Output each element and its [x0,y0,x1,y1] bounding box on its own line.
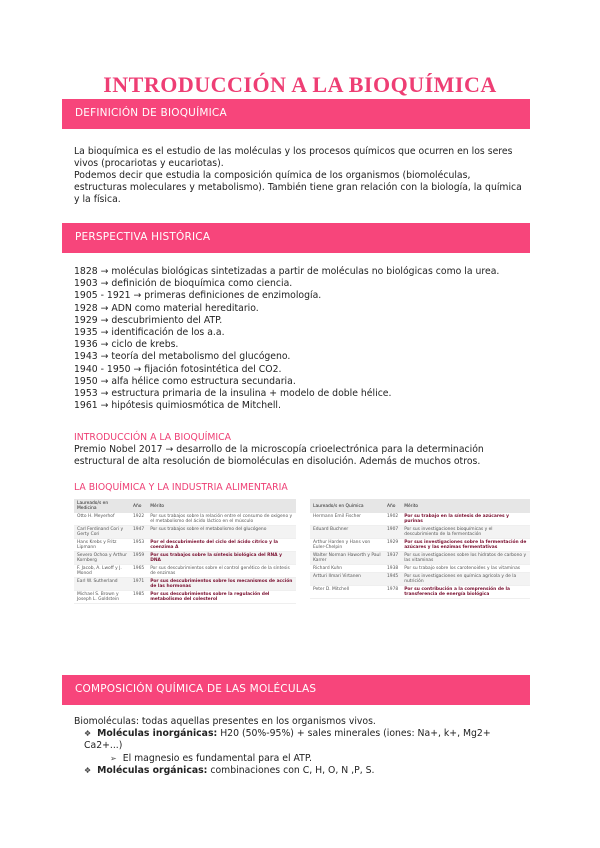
table-cell: Por sus investigaciones sobre la fermentación de azúcares y las enzimas fermentativas [401,539,530,552]
table-cell: Richard Kuhn [310,565,384,573]
diamond-bullet-icon: ❖ [84,729,92,739]
definicion-line: y la física. [74,194,121,205]
table-cell: Carl Ferdinand Cori y Gerty Cori [74,526,130,539]
table-cell: Por sus trabajos sobre la relación entre el consumo de oxígeno y el metabolismo del ácido láctico en el músculo [147,513,296,526]
nobel-paragraph [74,444,529,468]
table-header-cell: Año [384,499,401,513]
timeline-item: 1953 → estructura primaria de la insulina + modelo de doble hélice. [74,388,392,400]
table-row [74,552,296,565]
table-cell: Michael S. Brown y Joseph L. Goldstein [74,591,130,604]
list-item [74,765,529,777]
table-row [74,513,296,526]
list-item-label: Moléculas inorgánicas: [97,728,218,740]
table-cell: Por sus descubrimientos sobre la regulación del metabolismo del colesterol [147,591,296,604]
nobel-tables [74,499,530,659]
table-cell: 1985 [130,591,147,604]
table-cell: F. Jacob, A. Lwoff y J. Monod [74,565,130,578]
table-cell: Por el descubrimiento del ciclo del ácido cítrico y la coenzima A [147,539,296,552]
list-item [74,753,529,765]
table-header-row [74,499,296,513]
table-cell: 1959 [130,552,147,565]
timeline-item: 1961 → hipótesis quimiosmótica de Mitchell. [74,400,281,412]
table-cell: 1945 [384,573,401,586]
table-header-cell: Año [130,499,147,513]
table-row [310,586,530,599]
table-medicina [74,499,296,604]
timeline-item: 1929 → descubrimiento del ATP. [74,314,223,326]
list-item-text: H20 (50%-95%) + sales minerales (iones: Na+, k+, Mg2+ Ca2+...) [84,728,491,752]
timeline-item: 1903 → definición de bioquímica como ciencia. [74,278,293,290]
list-item-text: El magnesio es fundamental para el ATP. [122,752,312,764]
definicion-line: La bioquímica es el estudio de las moléculas y los procesos químicos que ocurren en los seres [74,146,513,157]
table-header-cell: Mérito [401,499,530,513]
table-cell: Por sus trabajos sobre la síntesis biológica del RNA y DNA [147,552,296,565]
table-cell: Artturi Ilmari Virtanen [310,573,384,586]
timeline-item: 1943 → teoría del metabolismo del glucógeno. [74,351,291,363]
list-item-text: combinaciones con C, H, O, N ,P, S. [210,764,375,776]
timeline-item: 1950 → alfa hélice como estructura secundaria. [74,375,296,387]
table-cell: 1938 [384,565,401,573]
table-header-cell: Mérito [147,499,296,513]
table-cell: 1965 [130,565,147,578]
table-row [310,565,530,573]
table-cell: Por su trabajo sobre los carotenoides y las vitaminas [401,565,530,573]
table-cell: 1902 [384,513,401,526]
table-cell: 1978 [384,586,401,599]
table-cell: Peter D. Mitchell [310,586,384,599]
section-header-perspectiva: PERSPECTIVA HISTÓRICA [62,223,530,253]
table-cell: Otto H. Meyerhof [74,513,130,526]
section-header-composicion: COMPOSICIÓN QUÍMICA DE LAS MOLÉCULAS [62,675,530,705]
definicion-line: estructuras moleculares y metabolismo). También tiene gran relación con la biología, la química [74,182,522,193]
timeline-item: 1940 - 1950 → fijación fotosintética del CO2. [74,363,282,375]
table-header-row [310,499,530,513]
list-item [74,728,529,752]
table-cell: Walter Norman Haworth y Paul Karrer [310,552,384,565]
table-cell: Por su trabajo en la síntesis de azúcares y purinas [401,513,530,526]
table-cell: 1922 [130,513,147,526]
table-quimica [310,499,530,599]
definicion-line: vivos (procariotas y eucariotas). [74,158,224,169]
timeline-item: 1936 → ciclo de krebs. [74,339,179,351]
table-cell: 1953 [130,539,147,552]
table-cell: Por sus investigaciones bioquímicas y el descubrimiento de la fermentación [401,526,530,539]
table-cell: Por sus investigaciones sobre los hidratos de carbono y las vitaminas [401,552,530,565]
table-cell: Eduard Buchner [310,526,384,539]
table-row [310,573,530,586]
list-item-label: Moléculas orgánicas: [97,764,208,776]
table-cell: Por su contribución a la comprensión de la transferencia de energía biológica [401,586,530,599]
table-row [74,591,296,604]
nobel-line: Premio Nobel 2017 → desarrollo de la microscopía crioelectrónica para la determinación [74,444,484,455]
table-cell: 1929 [384,539,401,552]
table-cell: Por sus trabajos sobre el metabolismo del glucógeno [147,526,296,539]
definicion-paragraph [74,146,529,206]
timeline-item: 1928 → ADN como material hereditario. [74,302,259,314]
table-cell: Arthur Harden y Hans von Euler-Chelpin [310,539,384,552]
table-header-cell: Laureado/s en Medicina [74,499,130,513]
page-title: INTRODUCCIÓN A LA BIOQUÍMICA [103,72,497,97]
subheading-industria: LA BIOQUÍMICA Y LA INDUSTRIA ALIMENTARIA [74,482,288,493]
table-row [310,552,530,565]
table-cell: Por sus investigaciones en química agrícola y de la nutrición [401,573,530,586]
subheading-introduccion: INTRODUCCIÓN A LA BIOQUÍMICA [74,432,232,443]
table-cell: Por sus descubrimientos sobre el control genético de la síntesis de enzimas [147,565,296,578]
arrow-bullet-icon: ➢ [110,753,117,763]
table-cell: Hermann Emil Fischer [310,513,384,526]
table-cell: Por sus descubrimientos sobre los mecanismos de acción de las hormonas [147,578,296,591]
table-row [310,526,530,539]
table-cell: 1971 [130,578,147,591]
table-row [74,578,296,591]
table-cell: Severo Ochoa y Arthur Kornberg [74,552,130,565]
table-row [310,539,530,552]
table-cell: 1947 [130,526,147,539]
timeline-item: 1828 → moléculas biológicas sintetizadas a partir de moléculas no biológicas como la urea. [74,266,500,277]
table-cell: 1907 [384,526,401,539]
table-row [74,539,296,552]
table-cell: Earl W. Sutherland [74,578,130,591]
table-row [310,513,530,526]
table-cell: 1937 [384,552,401,565]
table-row [74,526,296,539]
biomoleculas-intro: Biomoléculas: todas aquellas presentes en los organismos vivos. [74,716,376,727]
section-header-definicion: DEFINICIÓN DE BIOQUÍMICA [62,99,530,129]
timeline-item: 1935 → identificación de los a.a. [74,327,225,339]
biomoleculas-list [74,716,529,777]
timeline-list [74,266,529,412]
table-header-cell: Laureado/s en Química [310,499,384,513]
diamond-bullet-icon: ❖ [84,765,92,775]
definicion-line: Podemos decir que estudia la composición química de los organismos (biomoléculas, [74,170,471,181]
table-cell: Hans Krebs y Fritz Lipmann [74,539,130,552]
nobel-line: estructural de alta resolución de biomoléculas en disolución. Además de muchos otros. [74,456,481,467]
timeline-item: 1905 - 1921 → primeras definiciones de enzimología. [74,290,322,302]
table-row [74,565,296,578]
